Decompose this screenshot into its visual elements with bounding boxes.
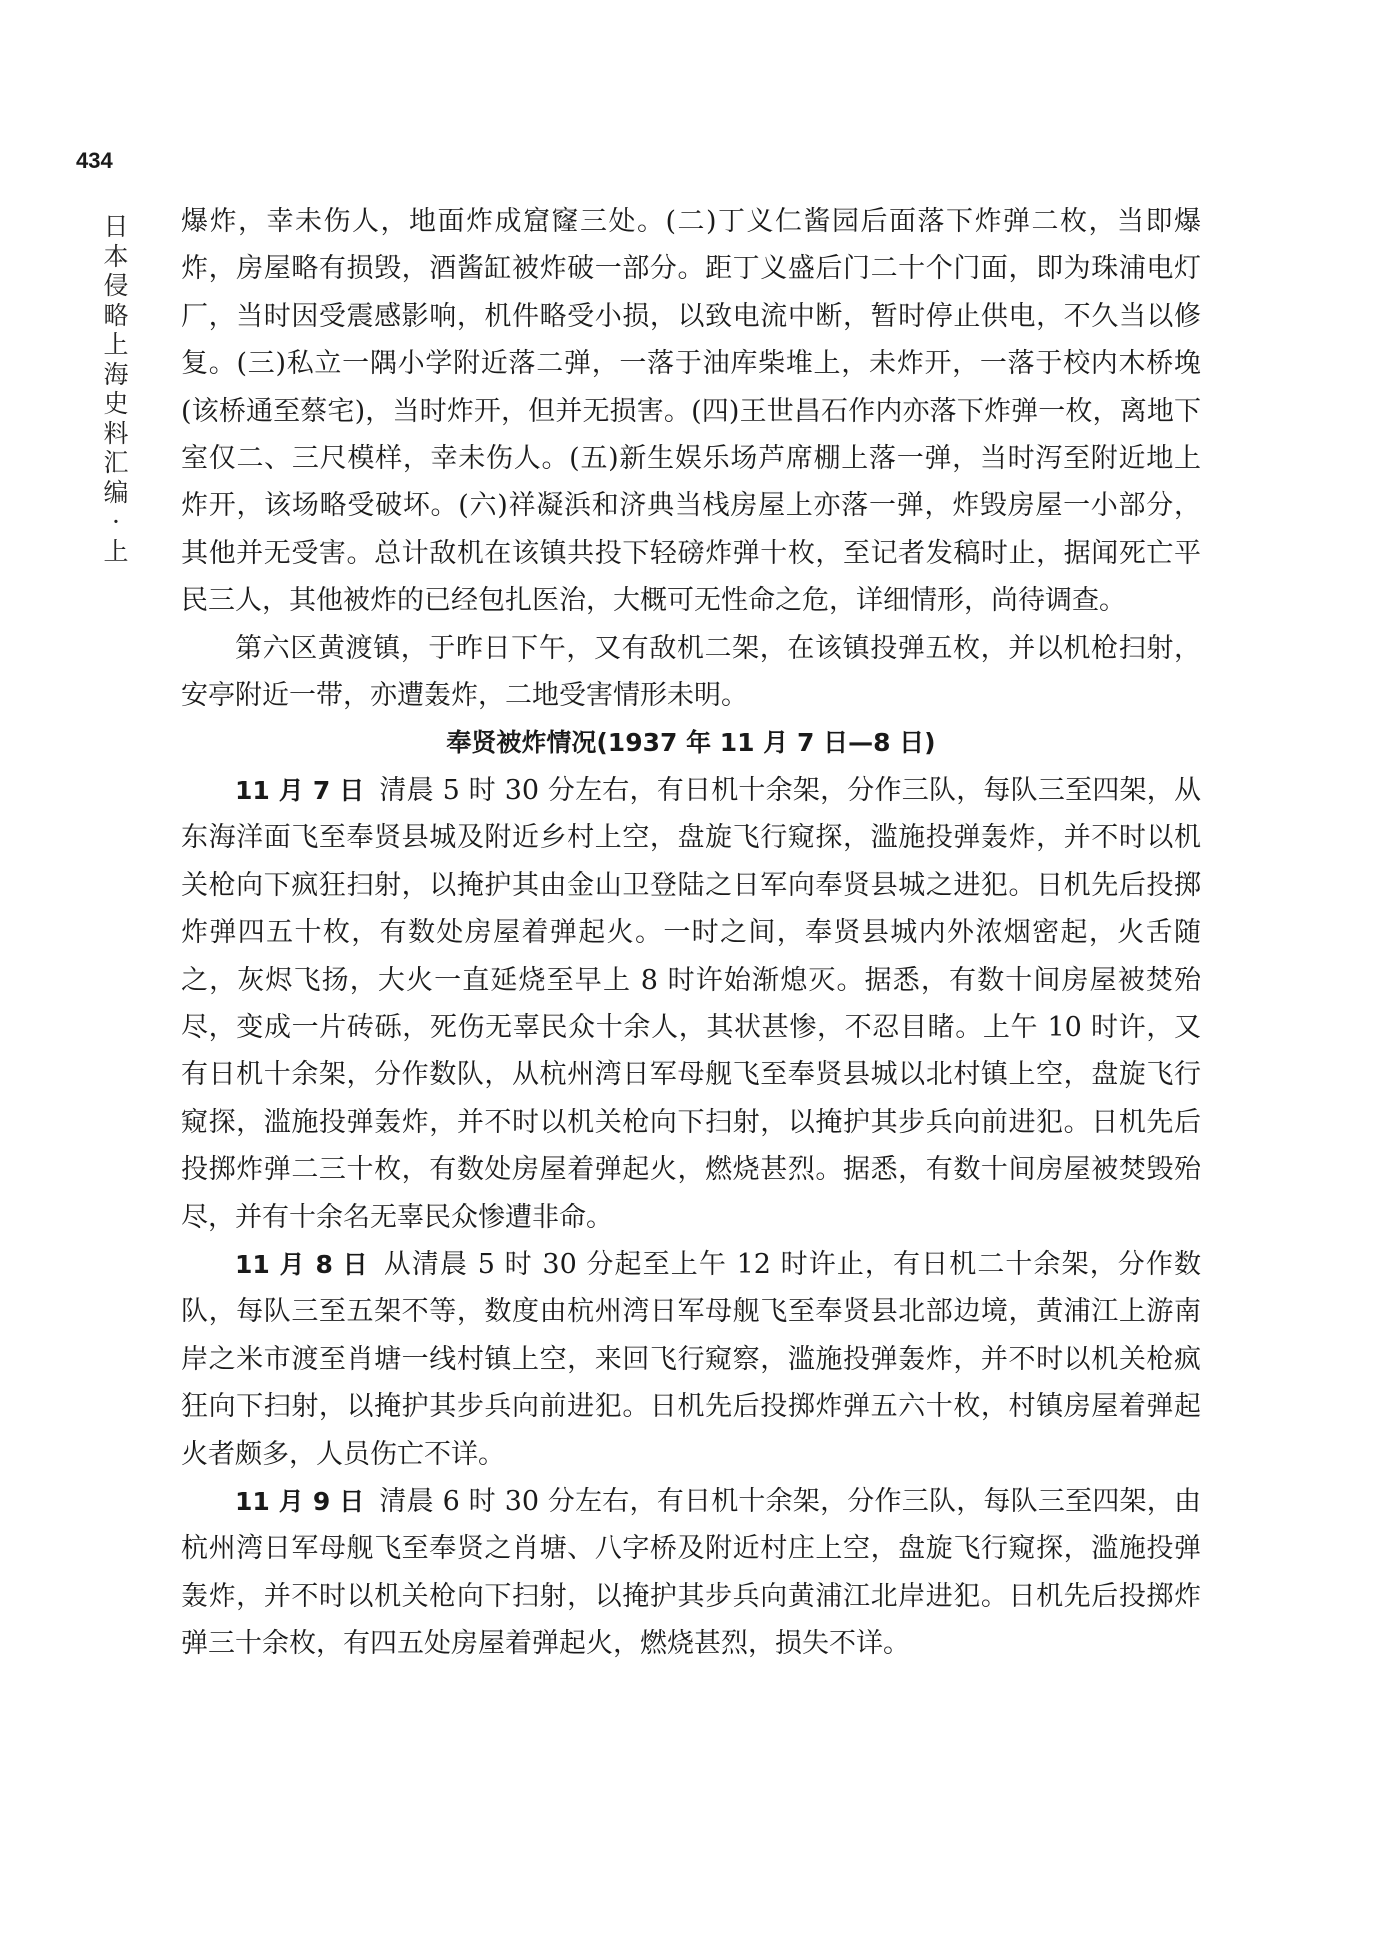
entry-date: 11 月 8 日: [235, 1249, 369, 1279]
body-text: [181, 198, 1201, 1668]
running-head: 日本侵略上海史料汇编 · 上: [103, 212, 129, 566]
entry-text: 清晨 6 时 30 分左右，有日机十余架，分作三队，每队三至四架，由杭州湾日军母舰飞至奉贤之肖塘、八字桥及附近村庄上空，盘旋飞行窥探，滥施投弹轰炸，并不时以机关枪向下扫射，以掩护其步兵向黄浦江北岸进犯。日机先后投掷炸弹三十余枚，有四五处房屋着弹起火，燃烧甚烈，损失不详。: [181, 1485, 1201, 1660]
page-number: 434: [76, 148, 113, 173]
entry-nov-8: [181, 1241, 1201, 1478]
section-title: 奉贤被炸情况(1937 年 11 月 7 日—8 日): [446, 728, 936, 758]
entry-text: 从清晨 5 时 30 分起至上午 12 时许止，有日机二十余架，分作数队，每队三至五架不等，数度由杭州湾日军母舰飞至奉贤县北部边境，黄浦江上游南岸之米市渡至肖塘一线村镇上空，来回飞行窥察，滥施投弹轰炸，并不时以机关枪疯狂向下扫射，以掩护其步兵向前进犯。日机先后投掷炸弹五六十枚，村镇房屋着弹起火者颇多，人员伤亡不详。: [181, 1248, 1202, 1470]
entry-text: 清晨 5 时 30 分左右，有日机十余架，分作三队，每队三至四架，从东海洋面飞至奉贤县城及附近乡村上空，盘旋飞行窥探，滥施投弹轰炸，并不时以机关枪向下疯狂扫射，以掩护其由金山卫登陆之日军向奉贤县城之进犯。日机先后投掷炸弹四五十枚，有数处房屋着弹起火。一时之间，奉贤县城内外浓烟密起，火舌随之，灰烬飞扬，大火一直延烧至早上 8 时许始渐熄灭。据悉，有数十间房屋被焚殆尽，变成一片砖砾，死伤无辜民众十余人，其状甚惨，不忍目睹。上午 10 时许，又有日机十余架，分作数队，从杭州湾日军母舰飞至奉贤县城以北村镇上空，盘旋飞行窥探，滥施投弹轰炸，并不时以机关枪向下扫射，以掩护其步兵向前进犯。日机先后投掷炸弹二三十枚，有数处房屋着弹起火，燃烧甚烈。据悉，有数十间房屋被焚毁殆尽，并有十余名无辜民众惨遭非命。: [181, 774, 1201, 1233]
entry-date: 11 月 9 日: [235, 1486, 365, 1516]
paragraph-huangdu: 第六区黄渡镇，于昨日下午，又有敌机二架，在该镇投弹五枚，并以机枪扫射，安亭附近一带，亦遭轰炸，二地受害情形未明。: [181, 632, 1201, 712]
entry-nov-7: [181, 767, 1201, 1241]
paragraph-continued: 爆炸，幸未伤人，地面炸成窟窿三处。(二)丁义仁酱园后面落下炸弹二枚，当即爆炸，房屋略有损毁，酒酱缸被炸破一部分。距丁义盛后门二十个门面，即为珠浦电灯厂，当时因受震感影响，机件略受小损，以致电流中断，暂时停止供电，不久当以修复。(三)私立一隅小学附近落二弹，一落于油库柴堆上，未炸开，一落于校内木桥堍(该桥通至蔡宅)，当时炸开，但并无损害。(四)王世昌石作内亦落下炸弹一枚，离地下室仅二、三尺模样，幸未伤人。(五)新生娱乐场芦席棚上落一弹，当时泻至附近地上炸开，该场略受破坏。(六)祥凝浜和济典当栈房屋上亦落一弹，炸毁房屋一小部分，其他并无受害。总计敌机在该镇共投下轻磅炸弹十枚，至记者发稿时止，据闻死亡平民三人，其他被炸的已经包扎医治，大概可无性命之危，详细情形，尚待调查。: [181, 206, 1201, 617]
entry-date: 11 月 7 日: [235, 775, 365, 805]
entry-nov-9: [181, 1478, 1201, 1668]
